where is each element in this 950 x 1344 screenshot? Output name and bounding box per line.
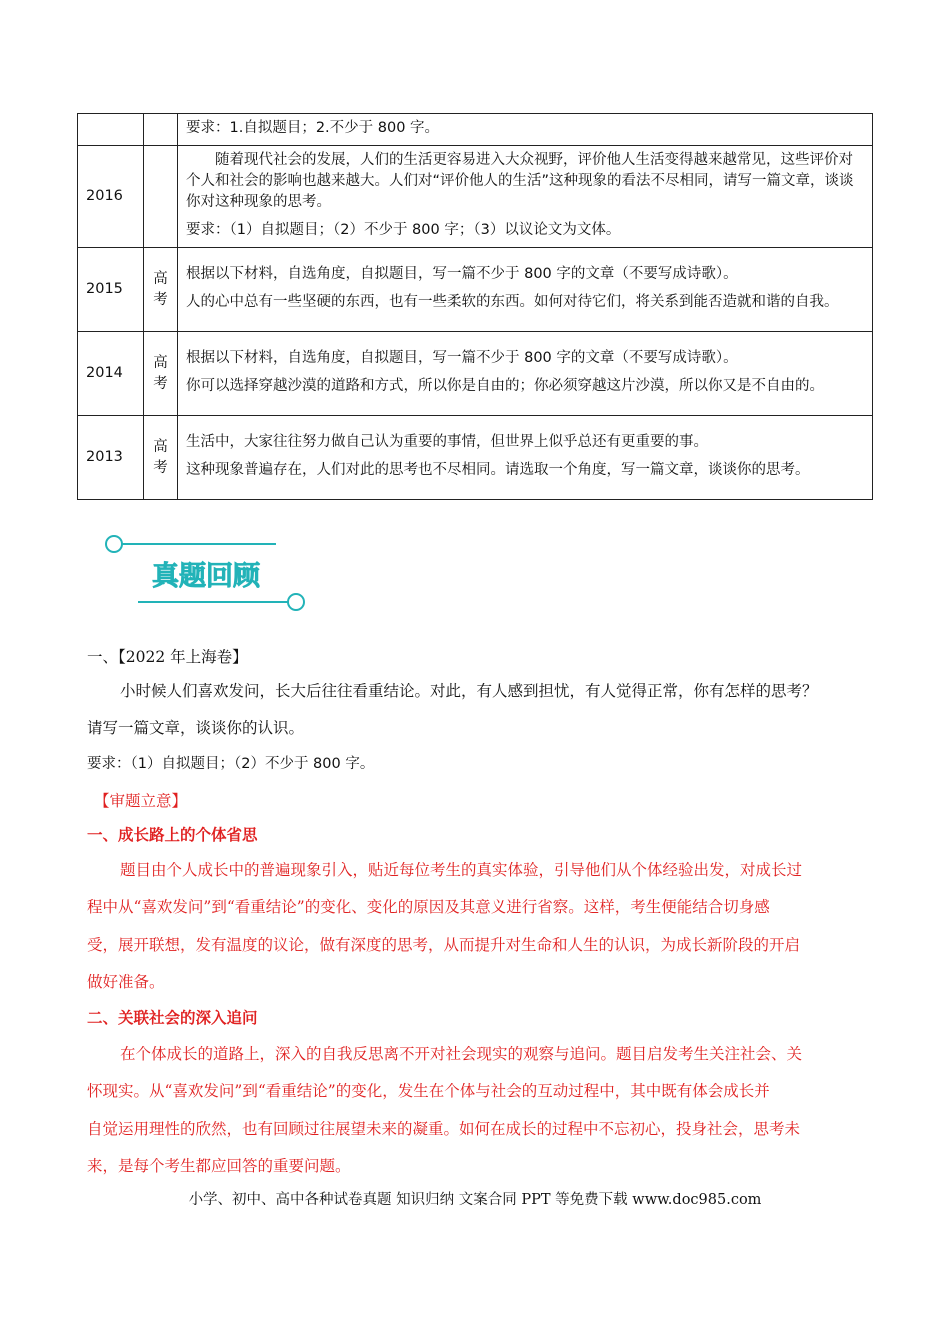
section2-title: 二、关联社会的深入追问 [87, 1008, 258, 1027]
section2-line-4: 来，是每个考生都应回答的重要问题。 [87, 1157, 351, 1175]
banner-right-circle-icon [288, 594, 304, 610]
section2-line-2: 怀现实。从“喜欢发问”到“看重结论”的变化，发生在个体与社会的互动过程中，其中既有体会成长并 [87, 1082, 770, 1100]
prompt-paragraph: 随着现代社会的发展，人们的生活更容易进入大众视野，评价他人生活变得越来越常见，这些评价对个人和社会的影响也越来越大。人们对“评价他人的生活”这种现象的看法不尽相同，请写一篇文章，谈谈你对这种现象的思考。 [186, 152, 854, 210]
exam-type-label: 高考 [153, 438, 168, 476]
prompt-content-cell [178, 146, 873, 248]
table-row [78, 248, 873, 332]
section1-line-4: 做好准备。 [87, 973, 165, 991]
prompt-content-cell [178, 416, 873, 500]
exam-type-cell [144, 332, 178, 416]
section1-line-3: 受，展开联想，发有温度的议论，做有深度的思考，从而提升对生命和人生的认识，为成长新阶段的开启 [87, 936, 801, 954]
table-row [78, 146, 873, 248]
exam-type-cell [144, 146, 178, 248]
prompt-paragraph: 这种现象普遍存在，人们对此的思考也不尽相同。请选取一个角度，写一篇文章，谈谈你的思考。 [186, 462, 810, 478]
prompt-paragraph: 人的心中总有一些坚硬的东西，也有一些柔软的东西。如何对待它们，将关系到能否造就和谐的自我。 [186, 294, 839, 310]
prompt-content-cell [178, 248, 873, 332]
exam-type-cell [144, 416, 178, 500]
review-heading: 一、【2022 年上海卷】 [87, 648, 248, 666]
year-cell: 2016 [78, 146, 144, 248]
year-cell: 2015 [78, 248, 144, 332]
prompt-paragraph: 根据以下材料，自选角度，自拟题目，写一篇不少于 800 字的文章（不要写成诗歌）。 [186, 350, 738, 366]
section2-line-1: 在个体成长的道路上，深入的自我反思离不开对社会现实的观察与追问。题目启发考生关注社会、关 [120, 1045, 803, 1063]
review-prompt-line-1: 小时候人们喜欢发问，长大后往往看重结论。对此，有人感到担忧，有人觉得正常，你有怎样的思考？ [120, 682, 818, 700]
prompt-paragraph: 你可以选择穿越沙漠的道路和方式，所以你是自由的；你必须穿越这片沙漠，所以你又是不自由的。 [186, 378, 824, 394]
table-row [78, 416, 873, 500]
table-row [78, 114, 873, 146]
year-cell: 2013 [78, 416, 144, 500]
banner-title: 真题回顾 [152, 561, 260, 592]
section1-line-2: 程中从“喜欢发问”到“看重结论”的变化、变化的原因及其意义进行省察。这样，考生便能结合切身感 [87, 898, 770, 916]
year-cell [78, 114, 144, 146]
banner-left-circle-icon [106, 536, 122, 552]
year-cell: 2014 [78, 332, 144, 416]
exam-type-label: 高考 [153, 270, 168, 308]
prompt-paragraph: 根据以下材料，自选角度，自拟题目，写一篇不少于 800 字的文章（不要写成诗歌）。 [186, 266, 738, 282]
prompt-paragraph: 生活中，大家往往努力做自己认为重要的事情，但世界上似乎总还有更重要的事。 [186, 434, 708, 450]
section1-line-1: 题目由个人成长中的普遍现象引入，贴近每位考生的真实体验，引导他们从个体经验出发，对成长过 [120, 861, 803, 879]
exam-prompts-table [77, 113, 873, 500]
section1-title: 一、成长路上的个体省思 [87, 825, 258, 844]
section-banner [100, 530, 315, 620]
exam-type-cell [144, 114, 178, 146]
review-prompt-line-2: 请写一篇文章，谈谈你的认识。 [87, 719, 305, 737]
prompt-paragraph: 要求：（1）自拟题目；（2）不少于 800 字；（3）以议论文为文体。 [186, 222, 621, 238]
exam-type-cell [144, 248, 178, 332]
page-footer: 小学、初中、高中各种试卷真题 知识归纳 文案合同 PPT 等免费下载 www.doc985.com [188, 1192, 762, 1208]
analysis-label: 【审题立意】 [94, 792, 188, 810]
table-row [78, 332, 873, 416]
prompt-content-cell [178, 114, 873, 146]
prompt-paragraph: 要求：1.自拟题目；2.不少于 800 字。 [186, 120, 440, 136]
section2-line-3: 自觉运用理性的欣然，也有回顾过往展望未来的凝重。如何在成长的过程中不忘初心，投身社会，思考未 [87, 1120, 801, 1138]
exam-type-label: 高考 [153, 354, 168, 392]
review-requirement: 要求：（1）自拟题目；（2）不少于 800 字。 [87, 756, 375, 772]
prompt-content-cell [178, 332, 873, 416]
